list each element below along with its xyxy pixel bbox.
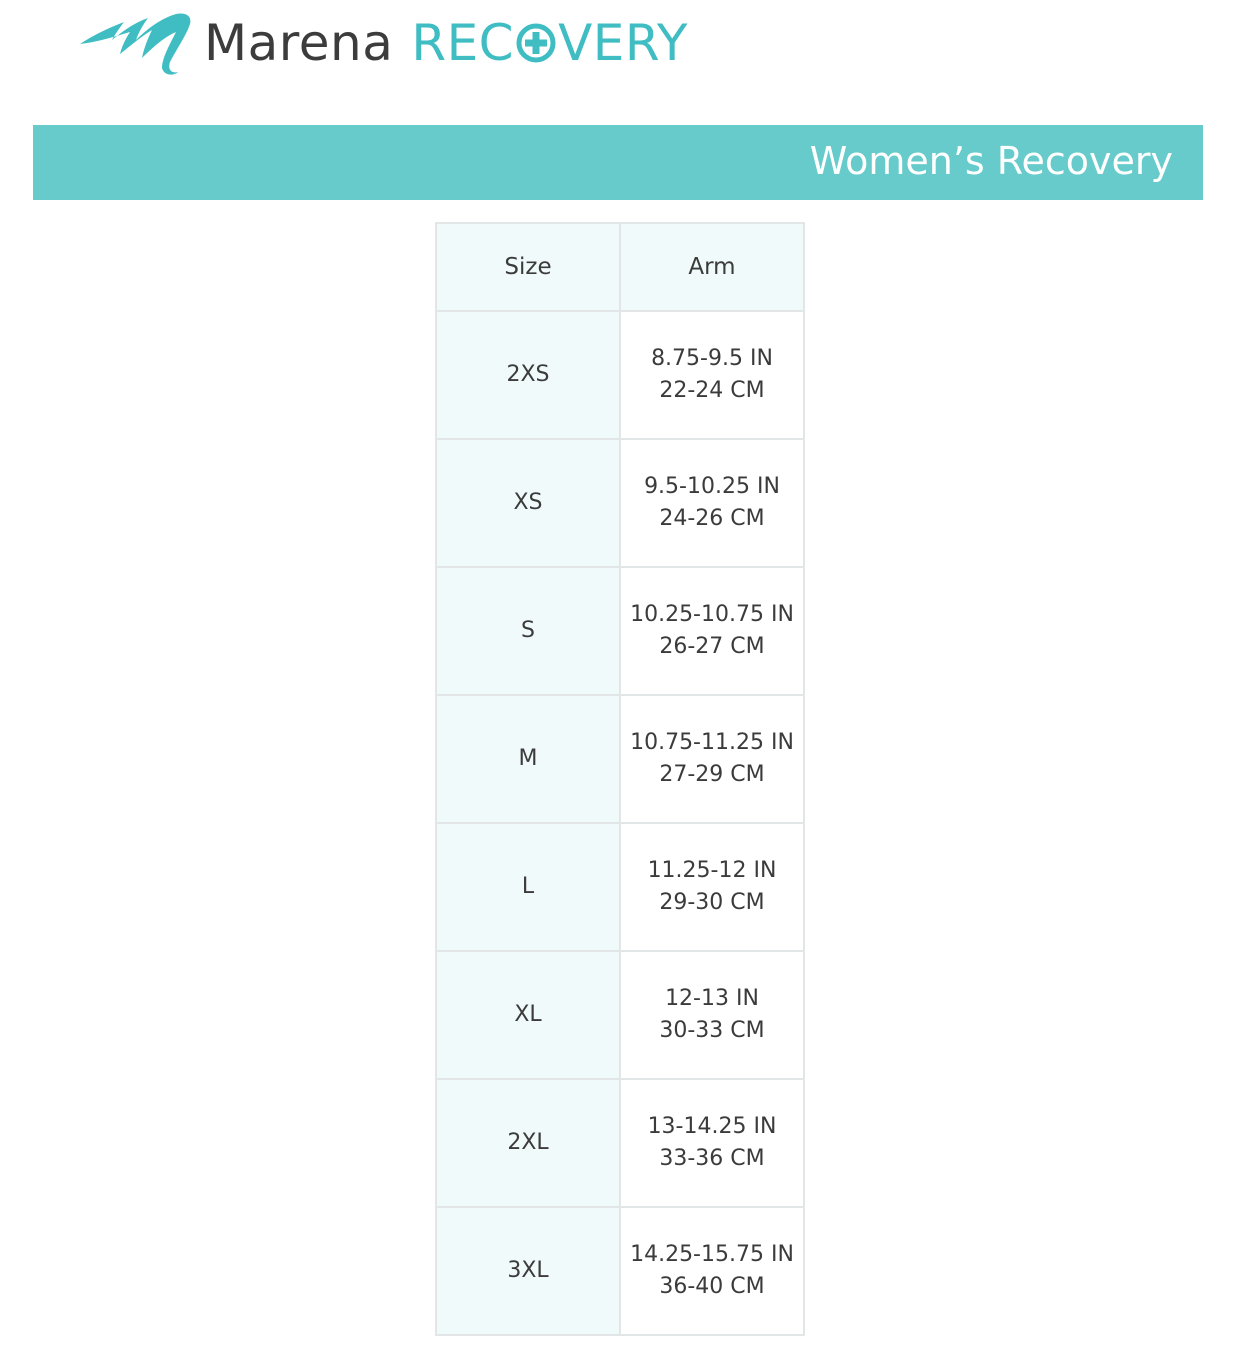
table-row (436, 1207, 804, 1335)
size-chart-table (435, 222, 805, 1336)
arm-centimeters: 26-27 CM (659, 634, 765, 659)
arm-centimeters: 22-24 CM (659, 378, 765, 403)
table-row (436, 567, 804, 695)
arm-inches: 9.5-10.25 IN (644, 474, 780, 499)
arm-cell (620, 567, 804, 695)
section-banner (33, 125, 1203, 200)
banner-title: Women’s Recovery (809, 139, 1173, 183)
brand-name: Marena (204, 14, 394, 72)
arm-inches: 12-13 IN (665, 986, 759, 1011)
arm-inches: 10.75-11.25 IN (630, 730, 794, 755)
table-header-row (436, 223, 804, 311)
size-cell: S (436, 567, 620, 695)
arm-cell (620, 695, 804, 823)
size-cell: L (436, 823, 620, 951)
arm-centimeters: 36-40 CM (659, 1274, 765, 1299)
header-arm: Arm (620, 223, 804, 311)
table-row (436, 439, 804, 567)
table-row (436, 695, 804, 823)
arm-centimeters: 24-26 CM (659, 506, 765, 531)
table-row (436, 823, 804, 951)
brand-subtitle-prefix: REC (411, 14, 515, 72)
arm-cell (620, 951, 804, 1079)
table-row (436, 951, 804, 1079)
size-cell: XL (436, 951, 620, 1079)
arm-cell (620, 1079, 804, 1207)
arm-centimeters: 29-30 CM (659, 890, 765, 915)
size-cell: XS (436, 439, 620, 567)
arm-inches: 10.25-10.75 IN (630, 602, 794, 627)
size-cell: 2XS (436, 311, 620, 439)
arm-cell (620, 1207, 804, 1335)
arm-cell (620, 311, 804, 439)
brand-logo (78, 8, 688, 78)
arm-cell (620, 439, 804, 567)
medical-cross-icon (515, 22, 557, 64)
arm-centimeters: 30-33 CM (659, 1018, 765, 1043)
size-cell: 2XL (436, 1079, 620, 1207)
header-size: Size (436, 223, 620, 311)
brand-subtitle-suffix: VERY (558, 14, 688, 72)
arm-cell (620, 823, 804, 951)
size-cell: 3XL (436, 1207, 620, 1335)
marena-swoosh-icon (78, 10, 194, 76)
arm-inches: 14.25-15.75 IN (630, 1242, 794, 1267)
arm-centimeters: 27-29 CM (659, 762, 765, 787)
arm-inches: 13-14.25 IN (647, 1114, 777, 1139)
brand-subtitle (411, 14, 688, 72)
arm-inches: 8.75-9.5 IN (651, 346, 773, 371)
arm-centimeters: 33-36 CM (659, 1146, 765, 1171)
table-row (436, 311, 804, 439)
size-cell: M (436, 695, 620, 823)
arm-inches: 11.25-12 IN (647, 858, 777, 883)
table-row (436, 1079, 804, 1207)
